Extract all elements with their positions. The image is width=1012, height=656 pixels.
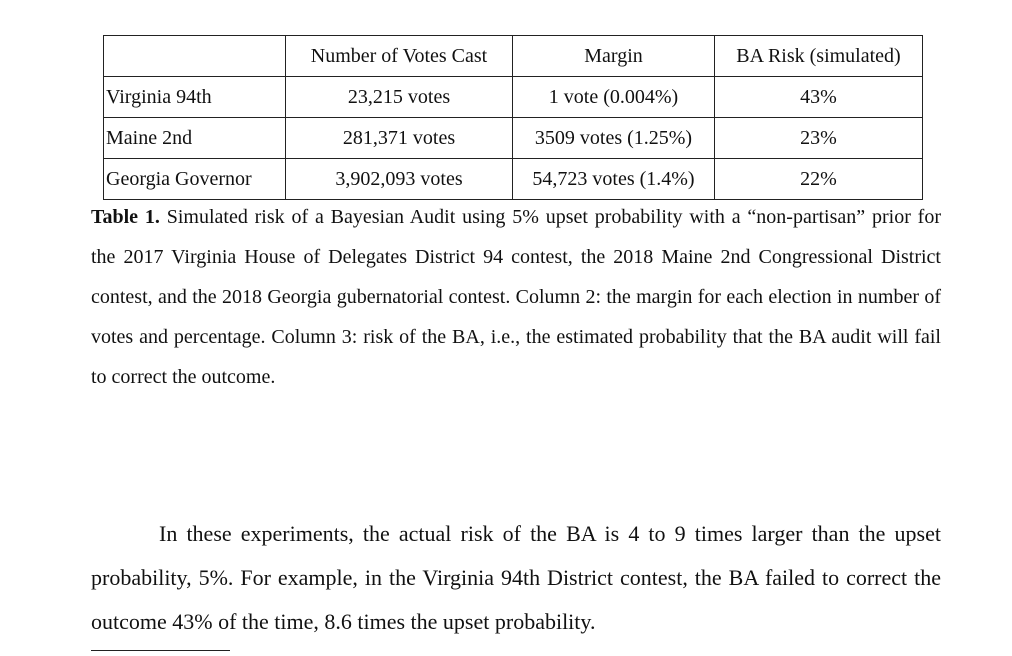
table-cell: 1 vote (0.004%) xyxy=(513,77,715,118)
table-header-row xyxy=(104,36,923,77)
table-cell: 23,215 votes xyxy=(286,77,513,118)
table-cell: 43% xyxy=(715,77,923,118)
table-cell: Maine 2nd xyxy=(104,118,286,159)
table-cell: Georgia Governor xyxy=(104,159,286,200)
table-row xyxy=(104,77,923,118)
footnote-divider xyxy=(91,650,230,651)
table-row xyxy=(104,118,923,159)
table-header-cell: Margin xyxy=(513,36,715,77)
body-paragraph: In these experiments, the actual risk of the BA is 4 to 9 times larger than the upset probability, 5%. For example, in the Virginia 94th District contest, the BA failed to correct the outcome 43% of the time, 8.6 times the upset probability. xyxy=(91,521,941,634)
results-table xyxy=(103,35,923,200)
table-cell: 54,723 votes (1.4%) xyxy=(513,159,715,200)
table-header-cell: Number of Votes Cast xyxy=(286,36,513,77)
table-cell: Virginia 94th xyxy=(104,77,286,118)
caption-label: Table 1. xyxy=(91,206,160,228)
table-caption xyxy=(91,197,941,397)
table-header-cell xyxy=(104,36,286,77)
table-cell: 3509 votes (1.25%) xyxy=(513,118,715,159)
caption-text: Simulated risk of a Bayesian Audit using 5% upset probability with a “non-partisan” prior for the 2017 Virginia House of Delegates District 94 contest, the 2018 Maine 2nd Congressional District contest, and the 2018 Georgia gubernatorial contest. Column 2: the margin for each election in number of votes and percentage. Column 3: risk of the BA, i.e., the estimated probability that the BA audit will fail to correct the outcome. xyxy=(91,206,941,388)
table-cell: 23% xyxy=(715,118,923,159)
table-cell: 3,902,093 votes xyxy=(286,159,513,200)
table-row xyxy=(104,159,923,200)
table-header-cell: BA Risk (simulated) xyxy=(715,36,923,77)
table-cell: 281,371 votes xyxy=(286,118,513,159)
table-cell: 22% xyxy=(715,159,923,200)
